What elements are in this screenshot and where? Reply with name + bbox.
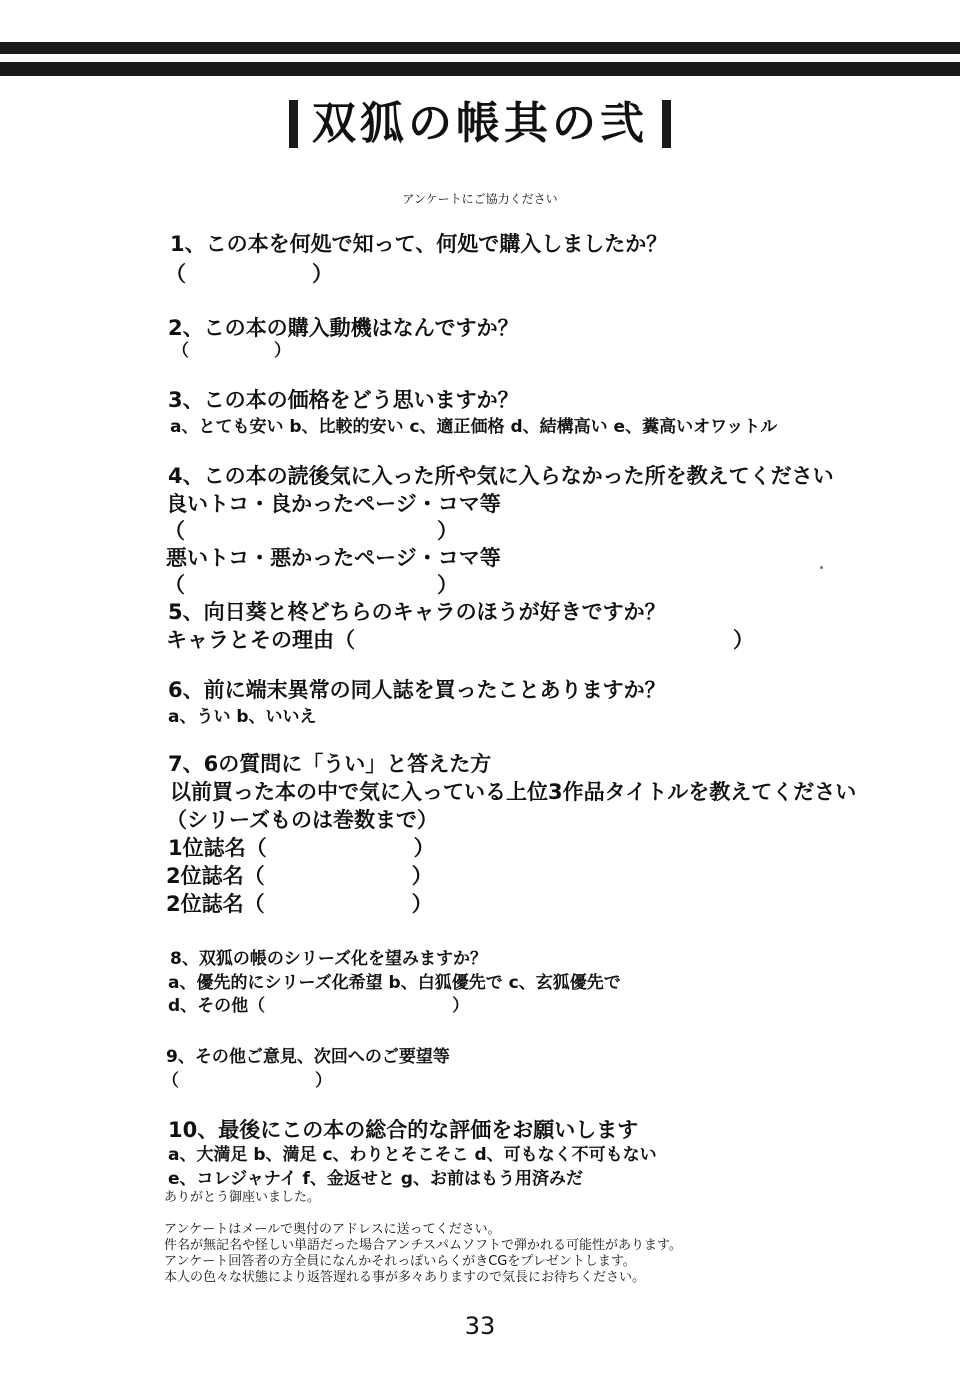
text-line: 4、この本の読後気に入った所や気に入らなかった所を教えてください bbox=[168, 464, 834, 488]
text-line: 3、この本の価格をどう思いますか？ bbox=[168, 388, 519, 412]
text-line: ありがとう御座いました。 bbox=[164, 1190, 321, 1205]
text-line: 6、前に端末異常の同人誌を買ったことありますか？ bbox=[168, 678, 666, 702]
text-line: （ ） bbox=[164, 573, 458, 597]
text-line: 2、この本の購入動機はなんですか？ bbox=[168, 316, 519, 340]
scan-speck bbox=[820, 566, 823, 569]
page-header bbox=[0, 96, 960, 152]
text-line: 10、最後にこの本の総合的な評価をお願いします bbox=[168, 1118, 639, 1142]
text-line: アンケート回答者の方全員になんかそれっぽいらくがきCGをプレゼントします。 bbox=[164, 1254, 636, 1269]
top-rule-thin bbox=[0, 42, 960, 54]
text-line: 本人の色々な状態により返答遅れる事が多々ありますので気長にお待ちください。 bbox=[164, 1270, 646, 1285]
text-line: e、コレジャナイ f、金返せと g、お前はもう用済みだ bbox=[168, 1169, 583, 1189]
text-line: （ ） bbox=[162, 1071, 332, 1091]
text-line: 1、この本を何処で知って、何処で購入しましたか？ bbox=[170, 232, 668, 256]
text-line: 9、その他ご意見、次回へのご要望等 bbox=[166, 1047, 450, 1067]
page-title: 双狐の帳其の弐 bbox=[312, 98, 648, 149]
text-line: a、うい b、いいえ bbox=[168, 707, 317, 727]
text-line: 悪いトコ・悪かったページ・コマ等 bbox=[166, 546, 501, 570]
text-line: 2位誌名（ ） bbox=[166, 892, 433, 916]
text-line: アンケートはメールで奥付のアドレスに送ってください。 bbox=[164, 1222, 501, 1237]
text-line: a、大満足 b、満足 c、わりとそこそこ d、可もなく不可もない bbox=[168, 1145, 657, 1165]
text-line: a、とても安い b、比較的安い c、適正価格 d、結構高い e、糞高いオワットル bbox=[170, 417, 778, 437]
text-line: 以前買った本の中で気に入っている上位3作品タイトルを教えてください bbox=[170, 780, 857, 804]
subtitle: アンケートにご協力ください bbox=[402, 192, 558, 206]
text-line: 件名が無記名や怪しい単語だった場合アンチスパムソフトで弾かれる可能性があります。 bbox=[164, 1238, 682, 1253]
title-bar-left bbox=[289, 100, 298, 148]
title-bar-right bbox=[662, 100, 671, 148]
text-line: （ ） bbox=[172, 341, 291, 361]
top-rule-thick bbox=[0, 62, 960, 76]
text-line: 8、双狐の帳のシリーズ化を望みますか？ bbox=[170, 949, 487, 969]
text-line: a、優先的にシリーズ化希望 b、白狐優先で c、玄狐優先で bbox=[168, 973, 621, 993]
text-line: 5、向日葵と柊どちらのキャラのほうが好きですか？ bbox=[168, 600, 666, 624]
text-line: 良いトコ・良かったページ・コマ等 bbox=[166, 492, 501, 516]
text-line: キャラとその理由（ ） bbox=[166, 628, 754, 652]
text-line: （シリーズものは巻数まで） bbox=[166, 808, 438, 832]
text-line: 2位誌名（ ） bbox=[166, 864, 433, 888]
text-line: （ ） bbox=[165, 262, 333, 286]
text-line: （ ） bbox=[164, 519, 458, 543]
page-number: 33 bbox=[464, 1312, 496, 1340]
text-line: 7、6の質問に「うい」と答えた方 bbox=[168, 752, 492, 776]
text-line: 1位誌名（ ） bbox=[168, 836, 435, 860]
text-line: d、その他（ ） bbox=[168, 996, 470, 1016]
